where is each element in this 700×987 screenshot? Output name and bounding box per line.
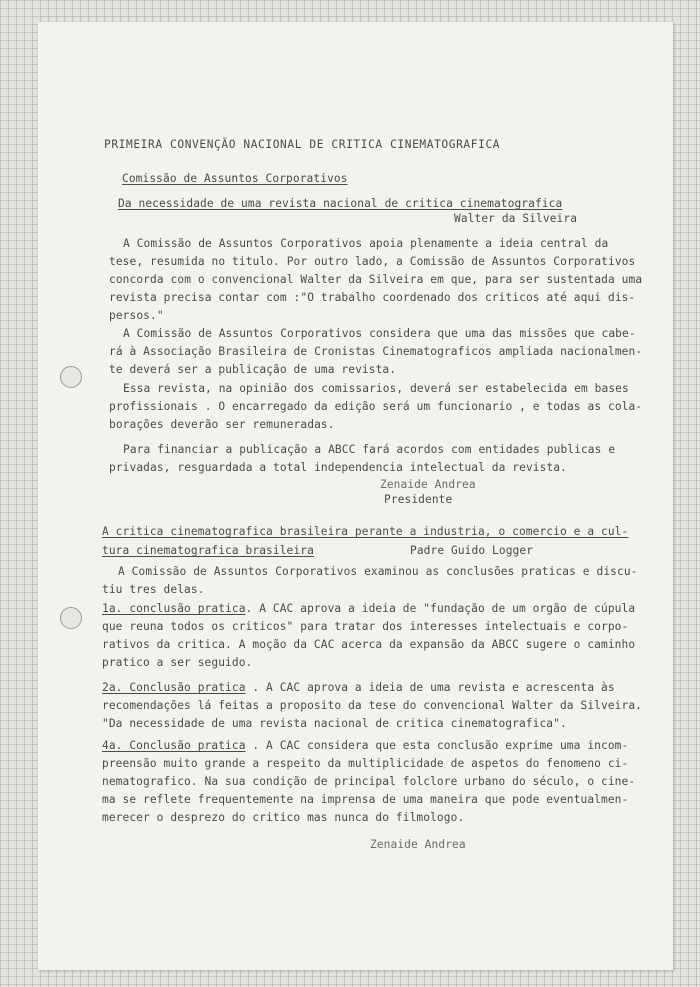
section1-signer-role: Presidente [384, 493, 453, 506]
s1-line-9: Essa revista, na opinião dos comissarios, deverá ser estabelecida em bases [123, 382, 629, 395]
conclusion4-line-3: nematografico. Na sua condição de principal folclore urbano do século, o cine- [102, 775, 636, 788]
section1-author: Walter da Silveira [454, 212, 578, 225]
s1-line-8: te deverá ser a publicação de uma revista. [109, 363, 397, 376]
s1-line-11: borações deverão ser remuneradas. [109, 418, 335, 431]
conclusion1-line-2: que reuna todos os criticos" para tratar dos interesses intelectuais e corpo- [102, 620, 629, 633]
conclusion4-line-4: ma se reflete frequentemente na imprensa de uma maneira que pode eventualmen- [102, 793, 629, 806]
conclusion4-line-5: merecer o desprezo do critico mas nunca do filmologo. [102, 811, 465, 824]
s2-intro-2: tiu tres delas. [102, 583, 205, 596]
conclusion1-text: . A CAC aprova a ideia de "fundação de um orgão de cúpula [245, 602, 636, 615]
conclusion4-line-2: preensão muito grande a respeito da multiplicidade de aspetos do fenomeno ci- [102, 757, 629, 770]
s1-line-6: A Comissão de Assuntos Corporativos considera que uma das missões que cabe- [123, 327, 636, 340]
conclusion4-text: . A CAC considera que esta conclusão exprime uma incom- [245, 739, 629, 752]
section2-author: Padre Guido Logger [410, 544, 534, 557]
conclusion1-line-4: pratico a ser seguido. [102, 656, 253, 669]
commission-title: Comissão de Assuntos Corporativos [122, 172, 348, 185]
s2-intro-1: A Comissão de Assuntos Corporativos examinou as conclusões praticas e discu- [118, 565, 638, 578]
s1-line-10: profissionais . O encarregado da edição será um funcionario , e todas as cola- [109, 400, 643, 413]
conclusion1-label: 1a. conclusão pratica [102, 602, 246, 615]
s1-line-2: tese, resumida no titulo. Por outro lado, a Comissão de Assuntos Corporativos [109, 255, 636, 268]
section2-title-line2: tura cinematografica brasileira [102, 544, 314, 557]
s1-line-13: privadas, resguardada a total independencia intelectual da revista. [109, 461, 567, 474]
conclusion4-label: 4a. Conclusão pratica [102, 739, 246, 752]
section1-signer: Zenaide Andrea [380, 478, 476, 491]
s1-line-7: rá à Associação Brasileira de Cronistas Cinematograficos ampliada nacionalmen- [109, 345, 643, 358]
conclusion1-line-1 [102, 600, 635, 617]
conclusion4-line-1 [102, 737, 628, 754]
conclusion2-line-2: recomendações lá feitas a proposito da tese do convencional Walter da Silveira. [102, 699, 642, 712]
document-header: PRIMEIRA CONVENÇÃO NACIONAL DE CRITICA CINEMATOGRAFICA [104, 138, 501, 151]
punch-hole-top [60, 366, 82, 388]
conclusion1-line-3: rativos da critica. A moção da CAC acerca da expansão da ABCC sugere o caminho [102, 638, 636, 651]
section2-title-line1: A critica cinematografica brasileira perante a industria, o comercio e a cul- [102, 525, 629, 538]
section1-title: Da necessidade de uma revista nacional de critica cinematografica [118, 197, 563, 210]
s1-line-3: concorda com o convencional Walter da Silveira em que, para ser sustentada uma [109, 273, 643, 286]
conclusion2-line-1 [102, 679, 615, 696]
punch-hole-bottom [60, 607, 82, 629]
conclusion2-label: 2a. Conclusão pratica [102, 681, 246, 694]
s1-line-4: revista precisa contar com :"O trabalho coordenado dos criticos até aqui dis- [109, 291, 636, 304]
section2-signer: Zenaide Andrea [370, 838, 466, 851]
conclusion2-line-3: "Da necessidade de uma revista nacional de critica cinematografica". [102, 717, 567, 730]
document-page [38, 22, 673, 970]
s1-line-12: Para financiar a publicação a ABCC fará acordos com entidades publicas e [123, 443, 616, 456]
s1-line-5: persos." [109, 309, 164, 322]
s1-line-1: A Comissão de Assuntos Corporativos apoia plenamente a ideia central da [123, 237, 609, 250]
conclusion2-text: . A CAC aprova a ideia de uma revista e acrescenta às [245, 681, 615, 694]
